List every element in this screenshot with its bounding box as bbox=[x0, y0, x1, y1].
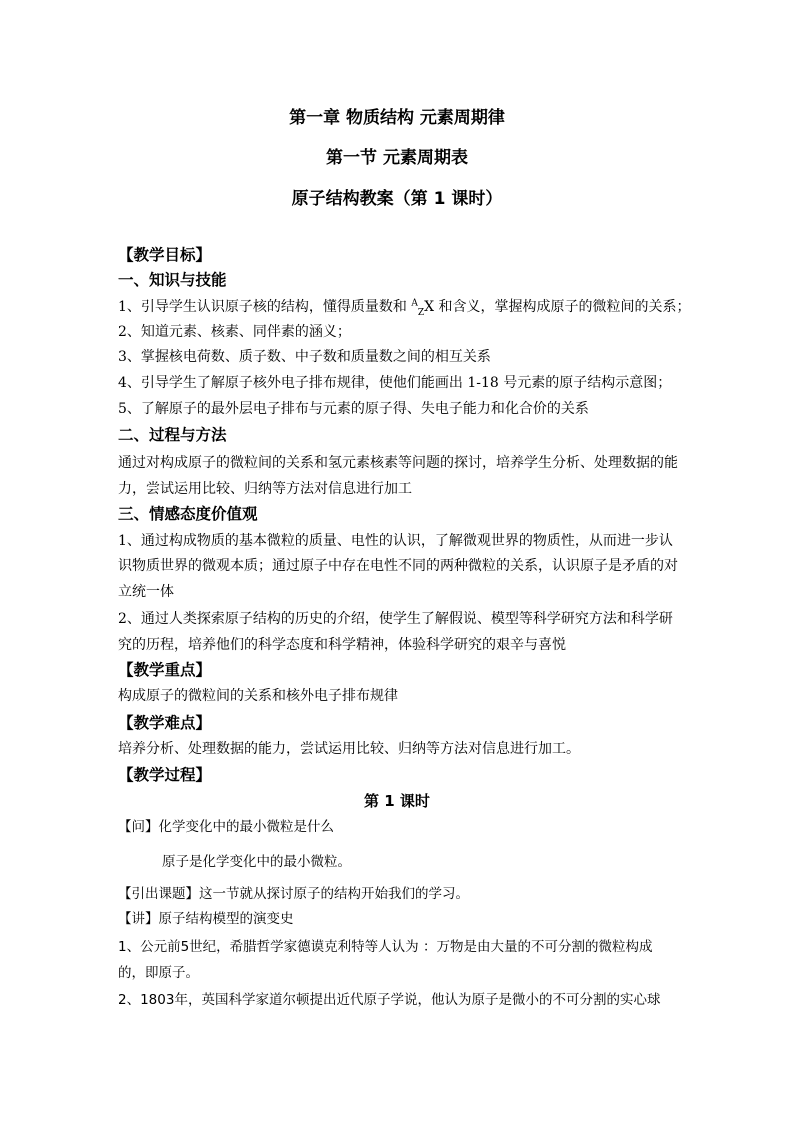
mass-number-sup: A bbox=[411, 298, 418, 309]
goals-header: 【教学目标】 bbox=[118, 246, 212, 264]
difficulties-header: 【教学难点】 bbox=[118, 714, 212, 732]
history-2-line-1: 2、1803年，英国科学家道尔顿提出近代原子学说，他认为原子是微小的不可分割的实心球 bbox=[118, 992, 661, 1008]
key-points-text: 构成原子的微粒间的关系和核外电子排布规律 bbox=[118, 688, 398, 704]
knowledge-item-3: 3、掌握核电荷数、质子数、中子数和质量数之间的相互关系 bbox=[118, 349, 491, 365]
emotion-item-2-line-1: 2、通过人类探索原子结构的历史的介绍，使学生了解假说、模型等科学研究方法和科学研 bbox=[118, 611, 673, 627]
difficulties-text: 培养分析、处理数据的能力，尝试运用比较、归纳等方法对信息进行加工。 bbox=[118, 741, 580, 757]
lesson-period-title: 第 1 课时 bbox=[364, 792, 430, 810]
key-points-header: 【教学重点】 bbox=[118, 661, 212, 679]
answer-line: 原子是化学变化中的最小微粒。 bbox=[162, 854, 351, 870]
knowledge-header: 一、知识与技能 bbox=[118, 271, 227, 289]
lesson-title: 原子结构教案（第 1 课时） bbox=[291, 189, 503, 209]
section-title: 第一节 元素周期表 bbox=[326, 148, 468, 168]
intro-line: 【引出课题】这一节就从探讨原子的结构开始我们的学习。 bbox=[118, 886, 469, 902]
process-method-line-1: 通过对构成原子的微粒间的关系和氢元素核素等问题的探讨，培养学生分析、处理数据的能 bbox=[118, 455, 678, 471]
question-line: 【问】化学变化中的最小微粒是什么 bbox=[118, 819, 334, 835]
process-method-line-2: 力，尝试运用比较、归纳等方法对信息进行加工 bbox=[118, 481, 412, 497]
knowledge-item-4: 4、引导学生了解原子核外电子排布规律，使他们能画出 1-18 号元素的原子结构示意图； bbox=[118, 375, 672, 391]
knowledge-item-1 bbox=[118, 296, 691, 318]
emotion-item-1-line-3: 立统一体 bbox=[118, 584, 174, 600]
emotion-item-2-line-2: 究的历程，培养他们的科学态度和科学精神，体验科学研究的艰辛与喜悦 bbox=[118, 637, 566, 653]
process-method-header: 二、过程与方法 bbox=[118, 426, 227, 444]
knowledge-item-1-before: 1、引导学生认识原子核的结构，懂得质量数和 bbox=[118, 299, 412, 315]
emotion-item-1-line-1: 1、通过构成物质的基本微粒的质量、电性的认识，了解微观世界的物质性，从而进一步认 bbox=[118, 533, 673, 549]
emotion-item-1-line-2: 识物质世界的微观本质；通过原子中存在电性不同的两种微粒的关系，认识原子是矛盾的对 bbox=[118, 558, 678, 574]
lecture-line: 【讲】原子结构模型的演变史 bbox=[118, 911, 294, 927]
teaching-process-header: 【教学过程】 bbox=[118, 766, 212, 784]
history-1-line-2: 的，即原子。 bbox=[118, 965, 199, 981]
history-1-line-1: 1、公元前5世纪，希腊哲学家德谟克利特等人认为 ：万物是由大量的不可分割的微粒构成 bbox=[118, 939, 653, 955]
atomic-number-sub: Z bbox=[417, 307, 425, 318]
knowledge-item-5: 5、了解原子的最外层电子排布与元素的原子得、失电子能力和化合价的关系 bbox=[118, 401, 589, 417]
knowledge-item-2: 2、知道元素、核素、同伴素的涵义； bbox=[118, 324, 351, 340]
emotion-header: 三、情感态度价值观 bbox=[118, 505, 258, 523]
element-symbol: X bbox=[424, 299, 435, 315]
chapter-title: 第一章 物质结构 元素周期律 bbox=[289, 108, 505, 128]
knowledge-item-1-after: 和含义，掌握构成原子的微粒间的关系； bbox=[434, 299, 691, 315]
